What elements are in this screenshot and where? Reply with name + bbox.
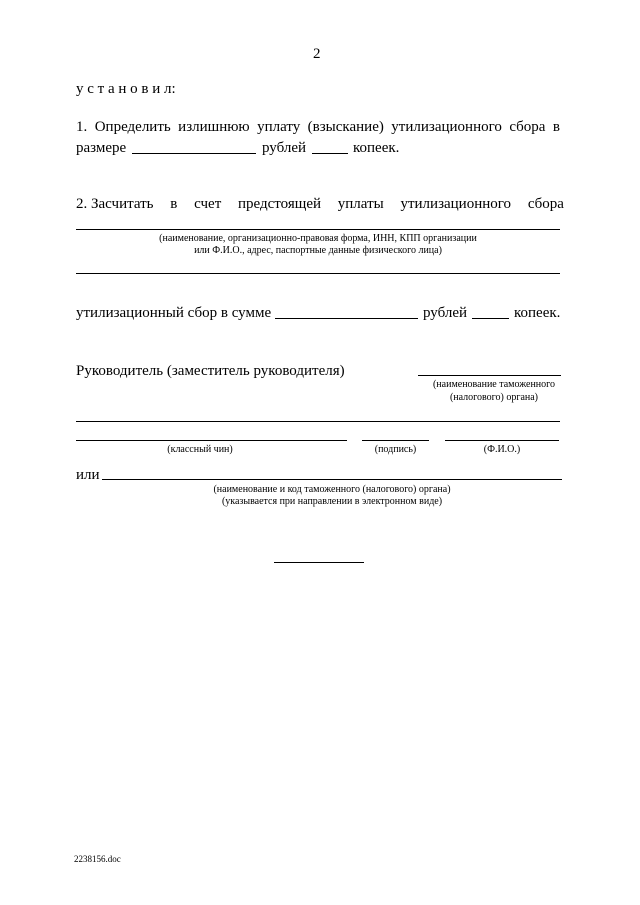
end-separator: [274, 562, 364, 563]
or-caption-line1: (наименование и код таможенного (налогового) органа): [213, 484, 451, 495]
item2-word: 2. Засчитать: [76, 196, 154, 212]
item2-word: утилизационного: [400, 196, 512, 212]
item1-line1: 1. Определить излишнюю уплату (взыскание) утилизационного сбора в: [76, 119, 560, 135]
authority-code-field[interactable]: [102, 479, 562, 480]
signature-caption: (подпись): [374, 444, 417, 455]
rank-field[interactable]: [76, 440, 347, 441]
authority-caption-line1: (наименование таможенного: [432, 379, 556, 390]
refund-rubles-field[interactable]: [132, 153, 256, 154]
or-caption-line2: (указывается при направлении в электронном виде): [221, 496, 443, 507]
offset-kopecks-field[interactable]: [472, 318, 509, 319]
item1-kopecks-label: копеек.: [353, 140, 400, 156]
sum-label: утилизационный сбор в сумме: [76, 305, 272, 321]
rank-caption: (классный чин): [167, 444, 233, 455]
authority-name-field[interactable]: [418, 375, 561, 376]
offset-rubles-field[interactable]: [275, 318, 418, 319]
authority-extra-field[interactable]: [76, 421, 560, 422]
or-label: или: [76, 467, 100, 483]
item2-word: уплаты: [337, 196, 384, 212]
item2-line: [76, 195, 564, 213]
full-name-field[interactable]: [445, 440, 559, 441]
ustanovil-heading: у с т а н о в и л:: [76, 81, 176, 97]
item2-word: сбора: [527, 196, 564, 212]
signature-field[interactable]: [362, 440, 429, 441]
item1-rubles-label: рублей: [262, 140, 307, 156]
sum-rubles-label: рублей: [423, 305, 468, 321]
item2-word: предстоящей: [238, 196, 322, 212]
payer-caption-line1: (наименование, организационно-правовая форма, ИНН, КПП организации: [159, 233, 477, 244]
item2-word: в: [170, 196, 178, 212]
head-title: Руководитель (заместитель руководителя): [76, 363, 345, 379]
item2-word: счет: [194, 196, 222, 212]
payer-caption-line2: или Ф.И.О., адрес, паспортные данные физического лица): [194, 245, 442, 256]
page-number: 2: [313, 46, 321, 62]
payer-name-field[interactable]: [76, 229, 560, 230]
full-name-caption: (Ф.И.О.): [483, 444, 521, 455]
payer-details-field[interactable]: [76, 273, 560, 274]
authority-caption-line2: (налогового) органа): [449, 392, 539, 403]
sum-kopecks-label: копеек.: [514, 305, 561, 321]
refund-kopecks-field[interactable]: [312, 153, 348, 154]
doc-id: 2238156.doc: [74, 854, 121, 864]
item1-size-label: размере: [76, 140, 127, 156]
